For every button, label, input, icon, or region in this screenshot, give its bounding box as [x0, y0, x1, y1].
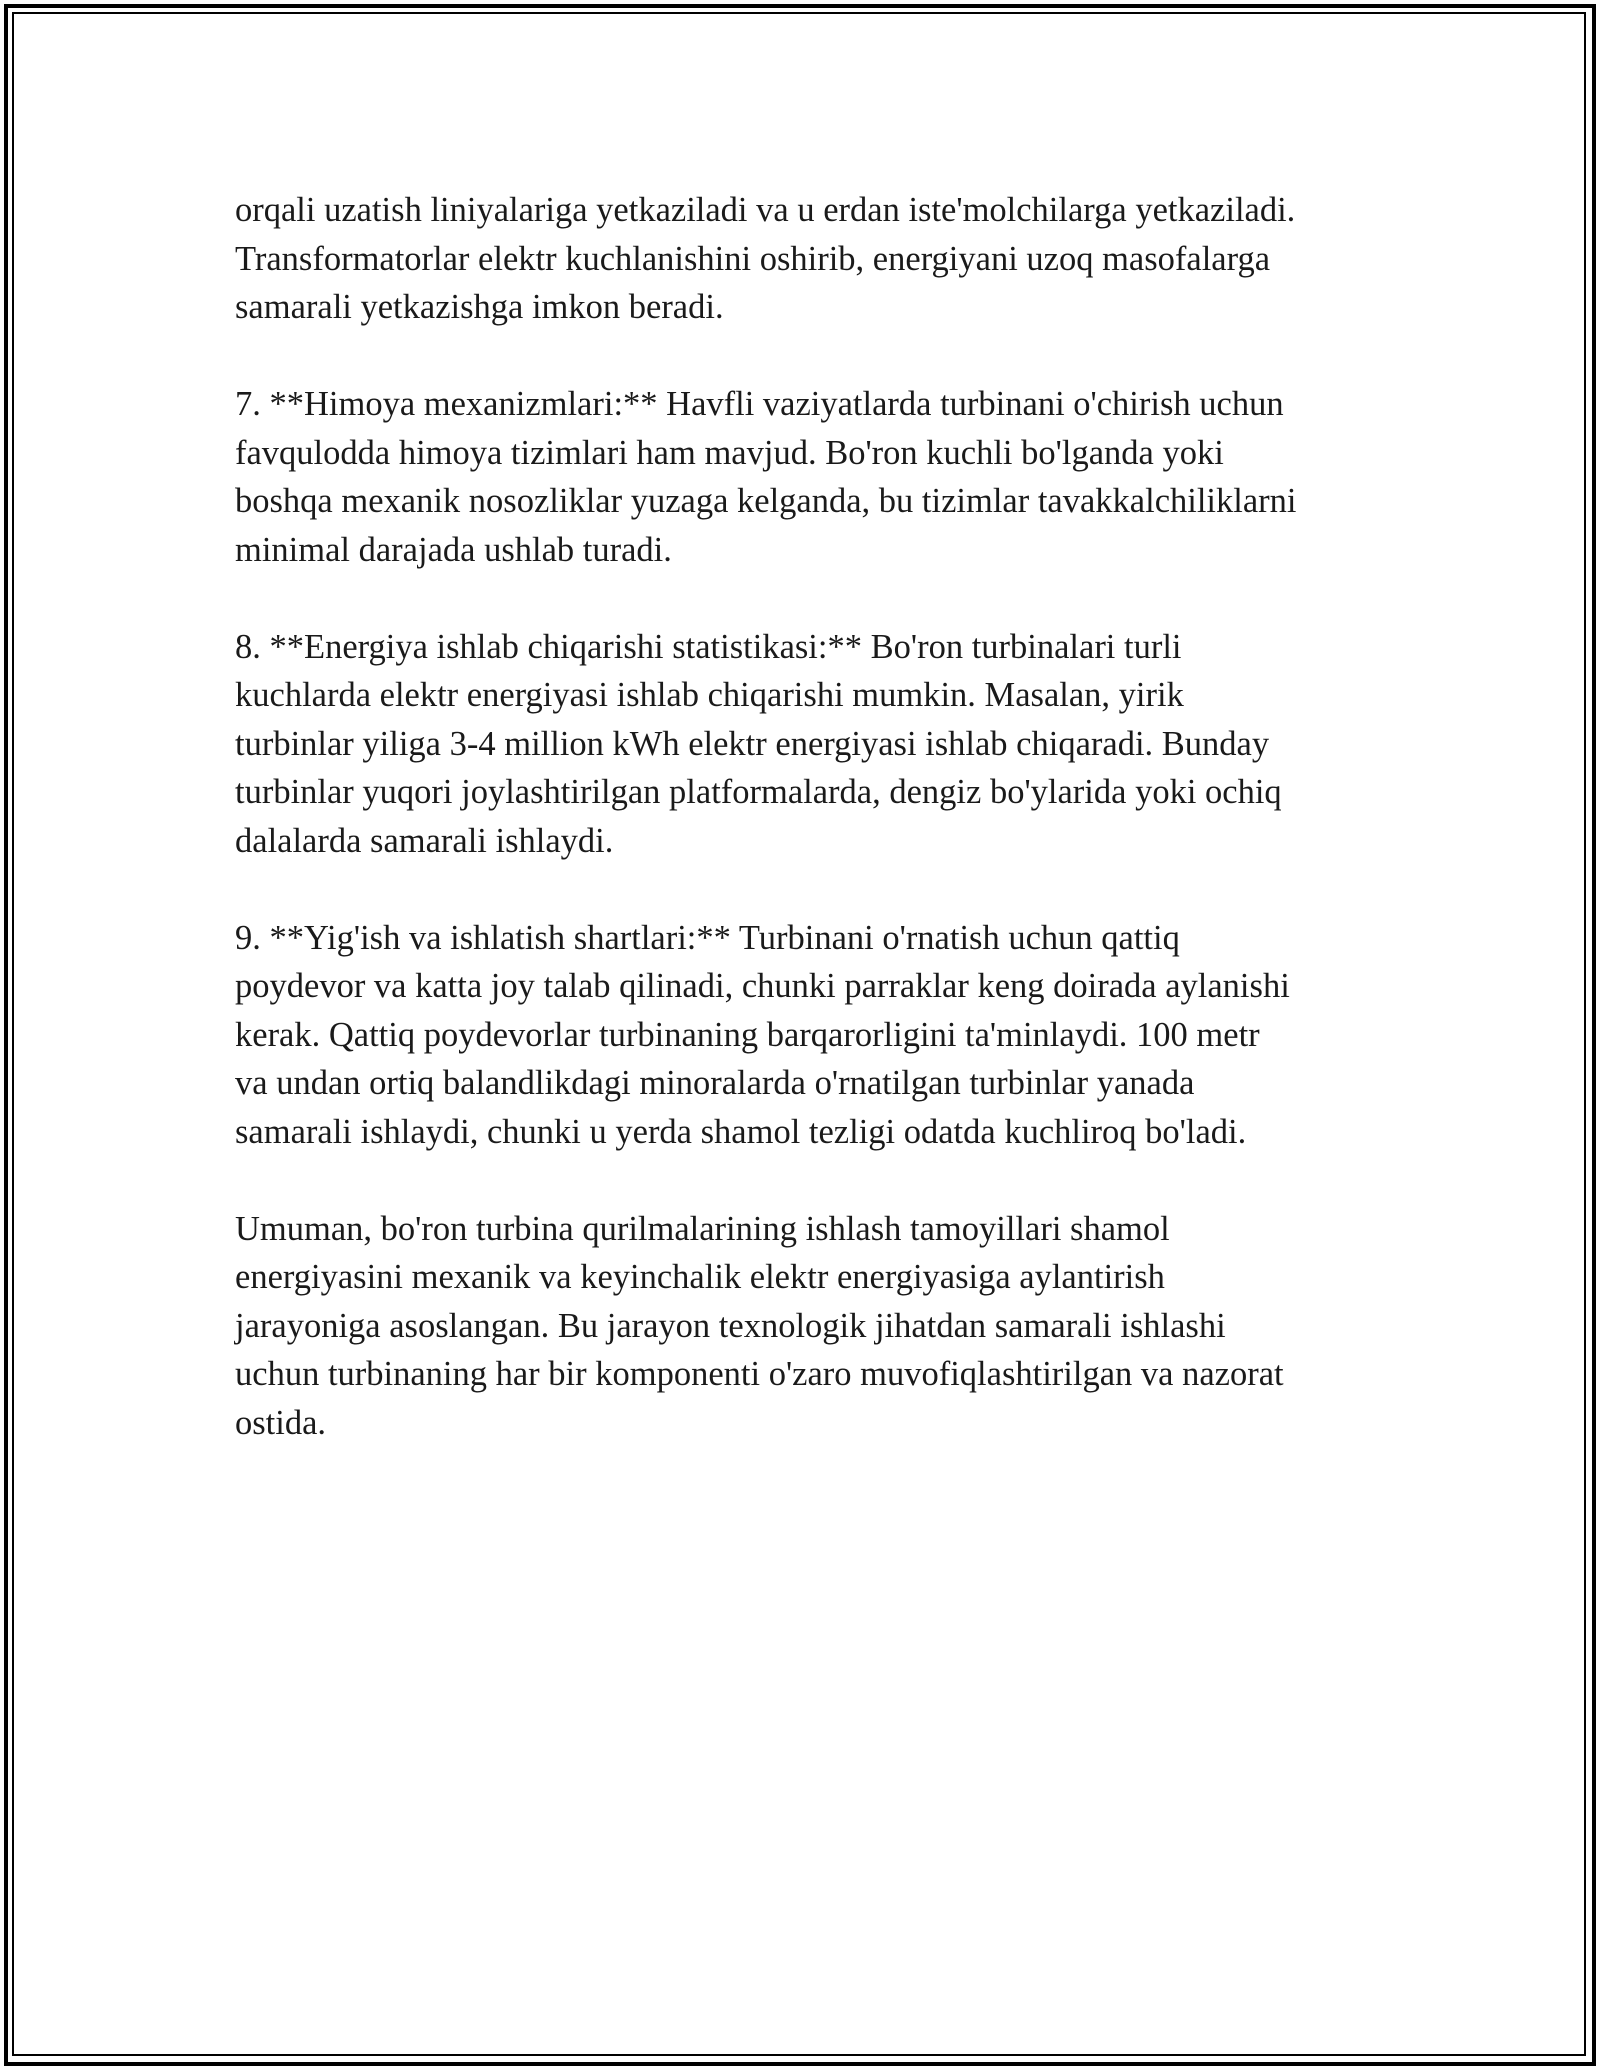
- paragraph-conclusion: Umuman, bo'ron turbina qurilmalarining ishlash tamoyillari shamol energiyasini mexanik va keyinchalik elektr energiyasiga aylantirish jarayoniga asoslangan. Bu jarayon texnologik jihatdan samarali ishlashi uchun turbinaning har bir komponenti o'zaro muvofiqlashtirilgan va nazorat ostida.: [235, 1209, 1284, 1442]
- document-body: [235, 186, 1375, 1496]
- paragraph-transmission: orqali uzatish liniyalariga yetkaziladi va u erdan iste'molchilarga yetkaziladi. Transformatorlar elektr kuchlanishini oshirib, energiyani uzoq masofalarga samarali yetkazishga imkon beradi.: [235, 191, 1296, 326]
- paragraph-energy-statistics: 8. **Energiya ishlab chiqarishi statistikasi:** Bo'ron turbinalari turli kuchlarda elektr energiyasi ishlab chiqarishi mumkin. Masalan, yirik turbinlar yiliga 3-4 million kWh elektr energiyasi ishlab chiqaradi. Bunday turbinlar yuqori joylashtirilgan platformalarda, dengiz bo'ylarida yoki ochiq dalalarda samarali ishlaydi.: [235, 627, 1282, 860]
- paragraph-assembly-conditions: 9. **Yig'ish va ishlatish shartlari:** Turbinani o'rnatish uchun qattiq poydevor va katta joy talab qilinadi, chunki parraklar keng doirada aylanishi kerak. Qattiq poydevorlar turbinaning barqarorligini ta'minlaydi. 100 metr va undan ortiq balandlikdagi minoralarda o'rnatilgan turbinlar yanada samarali ishlaydi, chunki u yerda shamol tezligi odatda kuchliroq bo'ladi.: [235, 918, 1290, 1151]
- paragraph-protection-mechanisms: 7. **Himoya mexanizmlari:** Havfli vaziyatlarda turbinani o'chirish uchun favqulodda himoya tizimlari ham mavjud. Bo'ron kuchli bo'lganda yoki boshqa mexanik nosozliklar yuzaga kelganda, bu tizimlar tavakkalchiliklarni minimal darajada ushlab turadi.: [235, 385, 1297, 569]
